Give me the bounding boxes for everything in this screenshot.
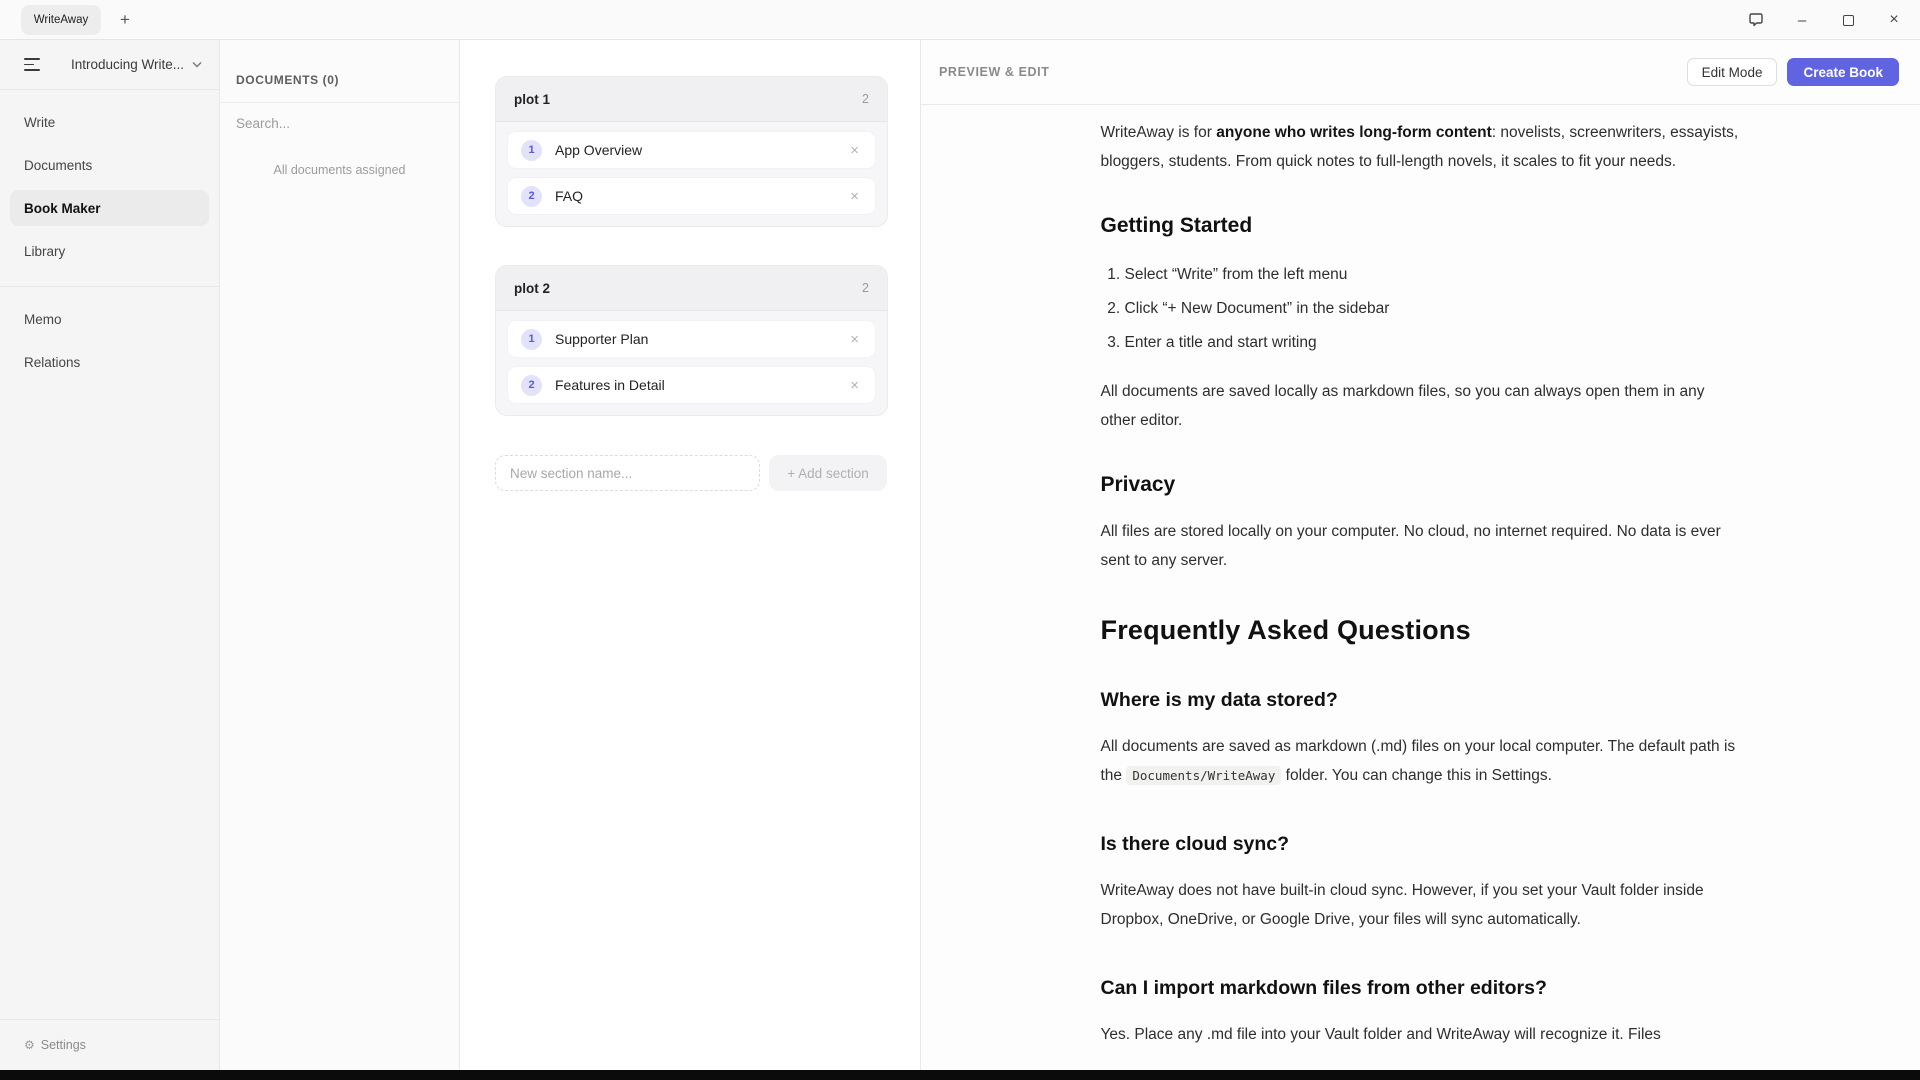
sidebar-item-documents[interactable] [10,147,209,183]
faq-heading: Frequently Asked Questions [1100,615,1471,645]
faq-question-data-stored: Where is my data stored? [1100,689,1338,711]
section-card-body [496,311,887,415]
remove-item-button[interactable] [846,187,863,206]
section-item-app-overview[interactable] [508,132,875,168]
new-tab-button[interactable] [113,8,137,32]
faq-answer-cloud-sync: WriteAway does not have built-in cloud sync. However, if you set your Vault folder inside Dropbox, OneDrive, or Google Drive, your files will sync automatically. [1100,882,1704,928]
item-title: Features in Detail [555,377,665,393]
window-controls [1746,0,1904,40]
section-item-faq[interactable] [508,178,875,214]
documents-search-input[interactable] [236,116,443,131]
preview-title: PREVIEW & EDIT [939,65,1050,79]
step-item: 3. Enter a title and start writing [1125,328,1741,357]
item-title: App Overview [555,142,643,158]
close-button[interactable] [1884,10,1904,30]
sidebar-toggle-button[interactable] [24,58,41,71]
sidebar-header [0,40,219,90]
edit-mode-button[interactable]: Edit Mode [1687,58,1778,86]
title-bar [0,0,1920,40]
rendered-markdown [1101,105,1741,1049]
add-section-button[interactable]: + Add section [769,455,887,491]
remove-item-button[interactable] [846,141,863,160]
sidebar-item-write[interactable] [10,104,209,140]
section-count-badge: 2 [862,281,869,295]
item-order-badge: 2 [521,375,542,396]
step-item: 1. Select “Write” from the left menu [1125,260,1741,289]
section-item-features-in-detail[interactable] [508,367,875,403]
close-icon: × [1889,11,1899,28]
gear-icon: ⚙ [24,1038,35,1052]
close-icon: × [850,187,859,205]
section-item-supporter-plan[interactable] [508,321,875,357]
book-sections-panel [460,40,920,1070]
sidebar-item-label: Memo [24,311,62,327]
section-card-plot-2 [495,265,888,416]
maximize-button[interactable] [1838,10,1858,30]
sidebar-item-book-maker[interactable] [10,190,209,226]
section-card-header[interactable] [496,266,887,311]
preview-content-scroll[interactable] [921,105,1920,1070]
item-order-badge: 1 [521,329,542,350]
add-section-row [495,455,888,491]
settings-button[interactable] [0,1019,219,1070]
create-book-button[interactable]: Create Book [1787,58,1899,86]
bottom-edge-bar [0,1070,1920,1080]
section-card-header[interactable] [496,77,887,122]
plus-icon: + [120,9,130,29]
sidebar-nav [0,90,219,387]
privacy-heading: Privacy [1100,473,1176,496]
item-order-badge: 1 [521,140,542,161]
sidebar-item-label: Write [24,114,56,130]
documents-panel-title: DOCUMENTS (0) [236,73,340,87]
chevron-down-icon [192,61,202,68]
documents-search [236,115,443,133]
app-tab[interactable] [21,5,101,35]
step-item: 2. Click “+ New Document” in the sidebar [1125,294,1741,323]
item-order-badge: 2 [521,186,542,207]
sidebar-item-label: Documents [24,157,93,173]
preview-actions [1687,58,1899,86]
sidebar-item-label: Relations [24,354,81,370]
sidebar-divider [0,286,219,287]
sidebar-item-relations[interactable] [10,344,209,380]
section-name: plot 2 [514,280,550,296]
faq-answer-data-stored: All documents are saved as markdown (.md) files on your local computer. The default path is the Documents/WriteAway folder. You can change this in Settings. [1100,738,1736,784]
minimize-button[interactable] [1792,10,1812,30]
preview-header [921,40,1920,105]
sidebar-item-memo[interactable] [10,301,209,337]
close-icon: × [850,330,859,348]
app-tab-label: WriteAway [33,13,89,26]
item-title: Supporter Plan [555,331,649,347]
documents-empty-message: All documents assigned [273,163,406,177]
sidebar [0,40,220,1070]
preview-panel [920,40,1920,1070]
item-title: FAQ [555,188,584,204]
documents-panel-header [220,40,459,103]
documents-panel [220,40,460,1070]
minimize-icon: – [1797,11,1807,29]
close-icon: × [850,376,859,394]
section-name: plot 1 [514,91,550,107]
faq-answer-import: Yes. Place any .md file into your Vault folder and WriteAway will recognize it. Files [1100,1026,1661,1043]
faq-question-cloud-sync: Is there cloud sync? [1100,833,1290,855]
faq-question-import: Can I import markdown files from other editors? [1100,977,1547,999]
workspace-switcher[interactable] [71,57,202,72]
section-card-body [496,122,887,226]
sidebar-item-library[interactable] [10,233,209,269]
remove-item-button[interactable] [846,330,863,349]
sidebar-item-label: Library [24,243,66,259]
workspace-title: Introducing Write... [71,57,185,72]
getting-started-heading: Getting Started [1100,214,1253,237]
new-section-name-input[interactable] [495,455,760,491]
section-card-plot-1 [495,76,888,227]
maximize-icon [1843,15,1854,26]
section-count-badge: 2 [862,92,869,106]
remove-item-button[interactable] [846,376,863,395]
getting-started-steps [1101,260,1741,357]
close-icon: × [850,141,859,159]
privacy-paragraph: All files are stored locally on your computer. No cloud, no internet required. No data is ever sent to any server. [1100,523,1721,569]
intro-paragraph: WriteAway is for anyone who writes long-form content: novelists, screenwriters, essayists, bloggers, students. From quick notes to full-length novels, it scales to fit your needs. [1100,124,1739,170]
feedback-button[interactable] [1746,10,1766,30]
sidebar-item-label: Book Maker [24,200,101,216]
saved-locally-paragraph: All documents are saved locally as markdown files, so you can always open them in any other editor. [1100,383,1705,429]
inline-code-path: Documents/WriteAway [1126,766,1281,785]
settings-label: Settings [40,1038,86,1052]
speech-bubble-icon [1748,12,1764,28]
